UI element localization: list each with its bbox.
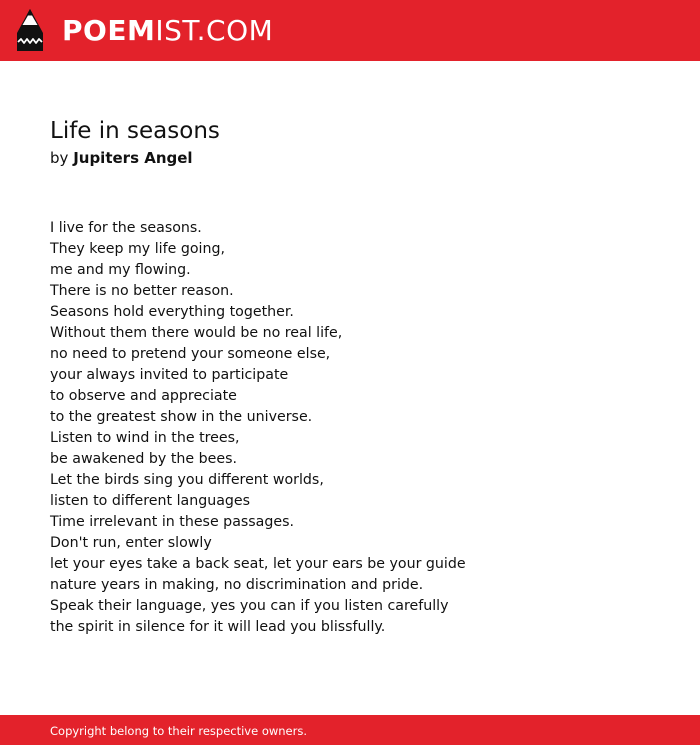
poem-line: Listen to wind in the trees, <box>50 430 240 446</box>
by-label: by <box>50 149 69 167</box>
poem-line: the spirit in silence for it will lead you blissfully. <box>50 619 386 635</box>
pencil-icon <box>17 9 43 51</box>
poem-title: Life in seasons <box>50 118 220 144</box>
poem-line: There is no better reason. <box>50 283 234 299</box>
poem-line: They keep my life going, <box>50 241 225 257</box>
author-name[interactable]: Jupiters Angel <box>73 149 193 167</box>
poem-line: Time irrelevant in these passages. <box>50 514 294 530</box>
poem-content <box>50 116 670 638</box>
site-footer <box>0 715 700 745</box>
poem-line: to observe and appreciate <box>50 388 237 404</box>
poem-line: let your eyes take a back seat, let your ears be your guide <box>50 556 466 572</box>
poem-line: Without them there would be no real life, <box>50 325 343 341</box>
poem-line: Don't run, enter slowly <box>50 535 212 551</box>
poem-byline <box>50 148 670 168</box>
site-logo[interactable] <box>17 9 273 51</box>
copyright-text: Copyright belong to their respective owners. <box>50 724 308 738</box>
site-name-bold: POEM <box>62 13 156 47</box>
poem-line: nature years in making, no discrimination and pride. <box>50 577 424 593</box>
site-name-light: IST.COM <box>155 13 274 47</box>
poem-line: Let the birds sing you different worlds, <box>50 472 324 488</box>
poem-line: your always invited to participate <box>50 367 289 383</box>
site-name <box>62 13 274 47</box>
site-header <box>0 0 700 61</box>
poem-line: listen to different languages <box>50 493 251 509</box>
poem-line: no need to pretend your someone else, <box>50 346 331 362</box>
poem-line: I live for the seasons. <box>50 220 202 236</box>
poem-line: be awakened by the bees. <box>50 451 237 467</box>
poem-line: Seasons hold everything together. <box>50 304 294 320</box>
poem-line: me and my flowing. <box>50 262 191 278</box>
poem-line: to the greatest show in the universe. <box>50 409 313 425</box>
poem-body <box>50 218 670 638</box>
poem-line: Speak their language, yes you can if you listen carefully <box>50 598 449 614</box>
